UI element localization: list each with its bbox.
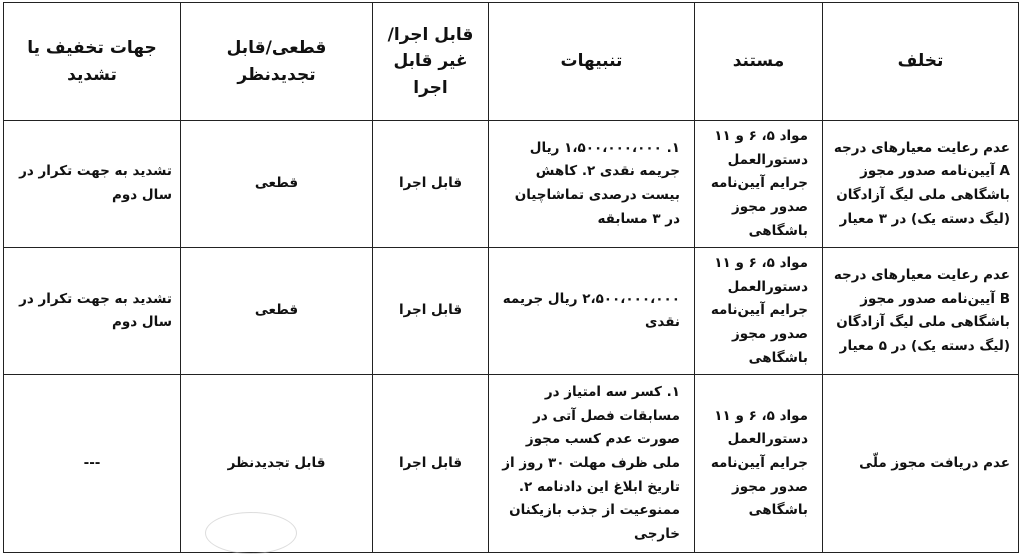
cell-final-appealable: قابل تجدیدنظر: [181, 375, 373, 553]
table-row: [4, 375, 1019, 553]
cell-enforceable: قابل اجرا: [373, 121, 489, 248]
cell-violation: عدم رعایت معیارهای درجه B آیین‌نامه صدور مجوز باشگاهی ملی لیگ آزادگان (لیگ دسته یک) در ۵ معیار: [823, 248, 1019, 375]
cell-reduction: ---: [4, 375, 181, 553]
cell-reduction: تشدید به جهت تکرار در سال دوم: [4, 121, 181, 248]
cell-final-appealable: قطعی: [181, 121, 373, 248]
header-document: مستند: [695, 3, 823, 121]
table-row: [4, 248, 1019, 375]
cell-final-appealable: قطعی: [181, 248, 373, 375]
cell-document: مواد ۵، ۶ و ۱۱ دستورالعمل جرایم آیین‌نامه صدور مجوز باشگاهی: [695, 248, 823, 375]
cell-penalties: ۲،۵۰۰،۰۰۰،۰۰۰ ریال جریمه نقدی: [489, 248, 695, 375]
stamp-mark: [205, 512, 297, 554]
table-row: [4, 121, 1019, 248]
cell-reduction: تشدید به جهت تکرار در سال دوم: [4, 248, 181, 375]
header-reduction: جهات تخفیف یا تشدید: [4, 3, 181, 121]
header-row: [4, 3, 1019, 121]
header-enforceable: قابل اجرا/غیر قابل اجرا: [373, 3, 489, 121]
cell-enforceable: قابل اجرا: [373, 248, 489, 375]
cell-document: مواد ۵، ۶ و ۱۱ دستورالعمل جرایم آیین‌نامه صدور مجوز باشگاهی: [695, 375, 823, 553]
header-penalties: تنبیهات: [489, 3, 695, 121]
rulings-table: [3, 2, 1019, 553]
cell-violation: عدم دریافت مجوز ملّی: [823, 375, 1019, 553]
cell-penalties: ۱. کسر سه امتیاز در مسابقات فصل آتی در صورت عدم کسب مجوز ملی ظرف مهلت ۳۰ روز از تاریخ ابلاغ این دادنامه ۲. ممنوعیت از جذب بازیکنان خارجی: [489, 375, 695, 553]
header-final-appealable: قطعی/قابل تجدیدنظر: [181, 3, 373, 121]
cell-penalties: ۱. ۱،۵۰۰،۰۰۰،۰۰۰ ریال جریمه نقدی ۲. کاهش بیست درصدی تماشاچیان در ۳ مسابقه: [489, 121, 695, 248]
cell-enforceable: قابل اجرا: [373, 375, 489, 553]
header-violation: تخلف: [823, 3, 1019, 121]
cell-document: مواد ۵، ۶ و ۱۱ دستورالعمل جرایم آیین‌نامه صدور مجوز باشگاهی: [695, 121, 823, 248]
cell-violation: عدم رعایت معیارهای درجه A آیین‌نامه صدور مجوز باشگاهی ملی لیگ آزادگان (لیگ دسته یک) در ۳ معیار: [823, 121, 1019, 248]
